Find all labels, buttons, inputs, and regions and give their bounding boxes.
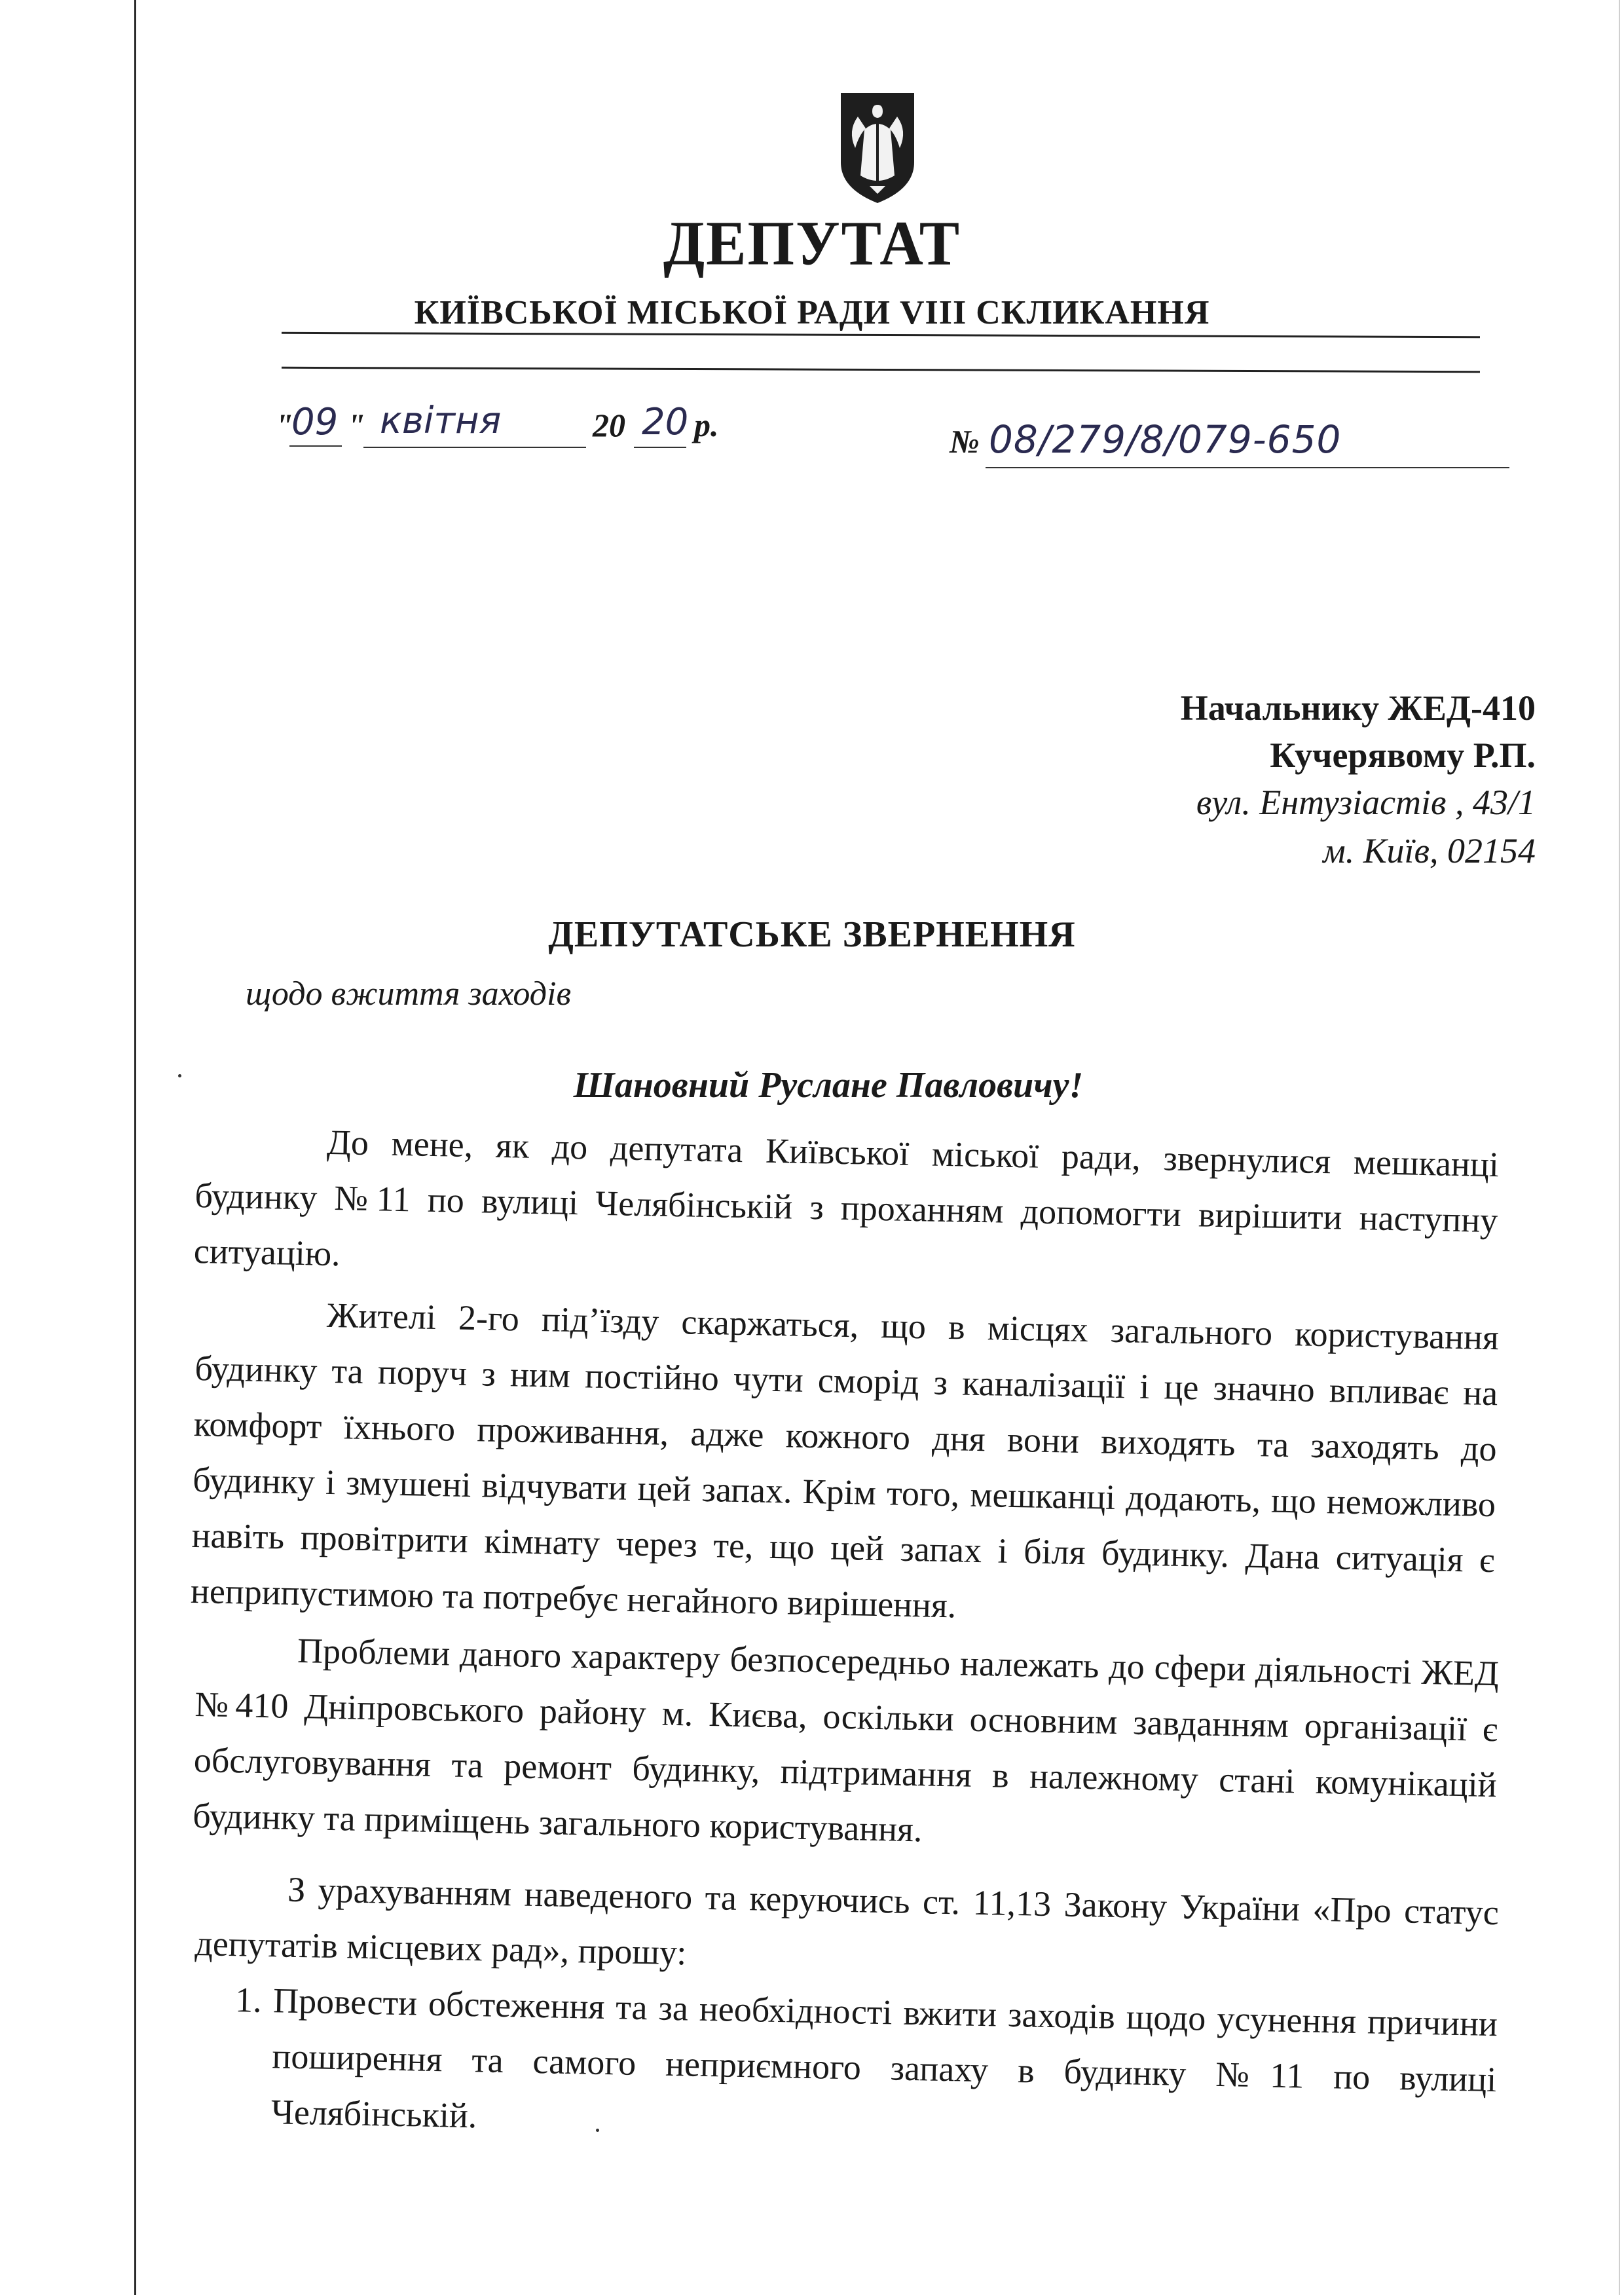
greeting: Шановний Руслане Павловичу! — [573, 1065, 1084, 1106]
date-month-underline — [363, 447, 586, 448]
addressee-street: вул. Ентузіастів , 43/1 — [1196, 783, 1536, 822]
date-year-suffix: 20 — [642, 401, 689, 443]
addressee-city: м. Київ, 02154 — [1323, 831, 1536, 870]
date-year-label: р. — [694, 407, 719, 443]
header-rule-top — [282, 332, 1480, 338]
document-number — [950, 417, 1486, 475]
right-edge-line — [1619, 0, 1620, 2295]
date-day: 09 — [291, 401, 339, 443]
body-paragraph-4: З урахуванням наведеного та керуючись ст. 11,13 Закону України «Про статус депутатів місцевих рад», прошу: — [194, 1869, 1500, 1973]
left-margin-line — [134, 0, 136, 2295]
number-label: № — [950, 423, 980, 460]
date-year-underline — [634, 447, 686, 448]
date-year-prefix: 20 — [593, 407, 625, 443]
list-item-text: Провести обстеження та за необхідності вжити заходів щодо усунення причини поширення та самого неприємного запаху в будинку №11 по вулиці Челябінській. — [270, 1981, 1498, 2136]
body-paragraph-1: До мене, як до депутата Київської міської ради, звернулися мешканці будинку №11 по вулиці Челябінській з проханням допомогти вирішити наступну ситуацію. — [193, 1122, 1500, 1274]
council-name: КИЇВСЬКОЇ МІСЬКОЇ РАДИ VIII СКЛИКАННЯ — [414, 294, 1210, 331]
document-date — [275, 400, 733, 458]
number-value: 08/279/8/079-650 — [989, 417, 1342, 462]
list-item-number: 1. — [234, 1980, 263, 2020]
date-month: квітня — [380, 400, 502, 442]
addressee-position: Начальнику ЖЕД-410 — [1180, 688, 1536, 728]
appeal-subject: щодо вжиття заходів — [246, 975, 572, 1013]
scan-speck — [178, 1074, 181, 1077]
header-rule-bottom — [282, 367, 1480, 373]
date-open-quote: " — [275, 407, 293, 443]
date-day-underline — [289, 445, 342, 447]
scan-speck — [596, 2129, 599, 2132]
document-title: ДЕПУТАТ — [663, 208, 961, 278]
kyiv-emblem-icon — [838, 90, 917, 205]
body-paragraph-3: Проблеми даного характеру безпосередньо належать до сфери діяльності ЖЕД №410 Дніпровського району м. Києва, оскільки основним завданням організації є обслуговування та ремонт будинку, підтримання в належному стані комунікацій будинку та приміщень загального користування. — [192, 1630, 1500, 1850]
addressee-name: Кучерявому Р.П. — [1270, 736, 1536, 775]
date-close-quote: " — [347, 407, 365, 443]
appeal-heading: ДЕПУТАТСЬКЕ ЗВЕРНЕННЯ — [548, 914, 1076, 955]
number-underline — [986, 467, 1509, 468]
body-paragraph-2: Жителі 2-го під’їзду скаржаться, що в місцях загального користування будинку та поруч з ним постійно чути сморід з каналізації і це значно впливає на комфорт їхнього проживання, адже кожного дня вони виходять та заходять до будинку і змушені відчувати цей запах. Крім того, мешканці додають, що неможливо навіть провітрити кімнату через те, що цей запах і біля будинку. Дана ситуація є неприпустимою та потребує негайного вирішення. — [190, 1295, 1500, 1626]
